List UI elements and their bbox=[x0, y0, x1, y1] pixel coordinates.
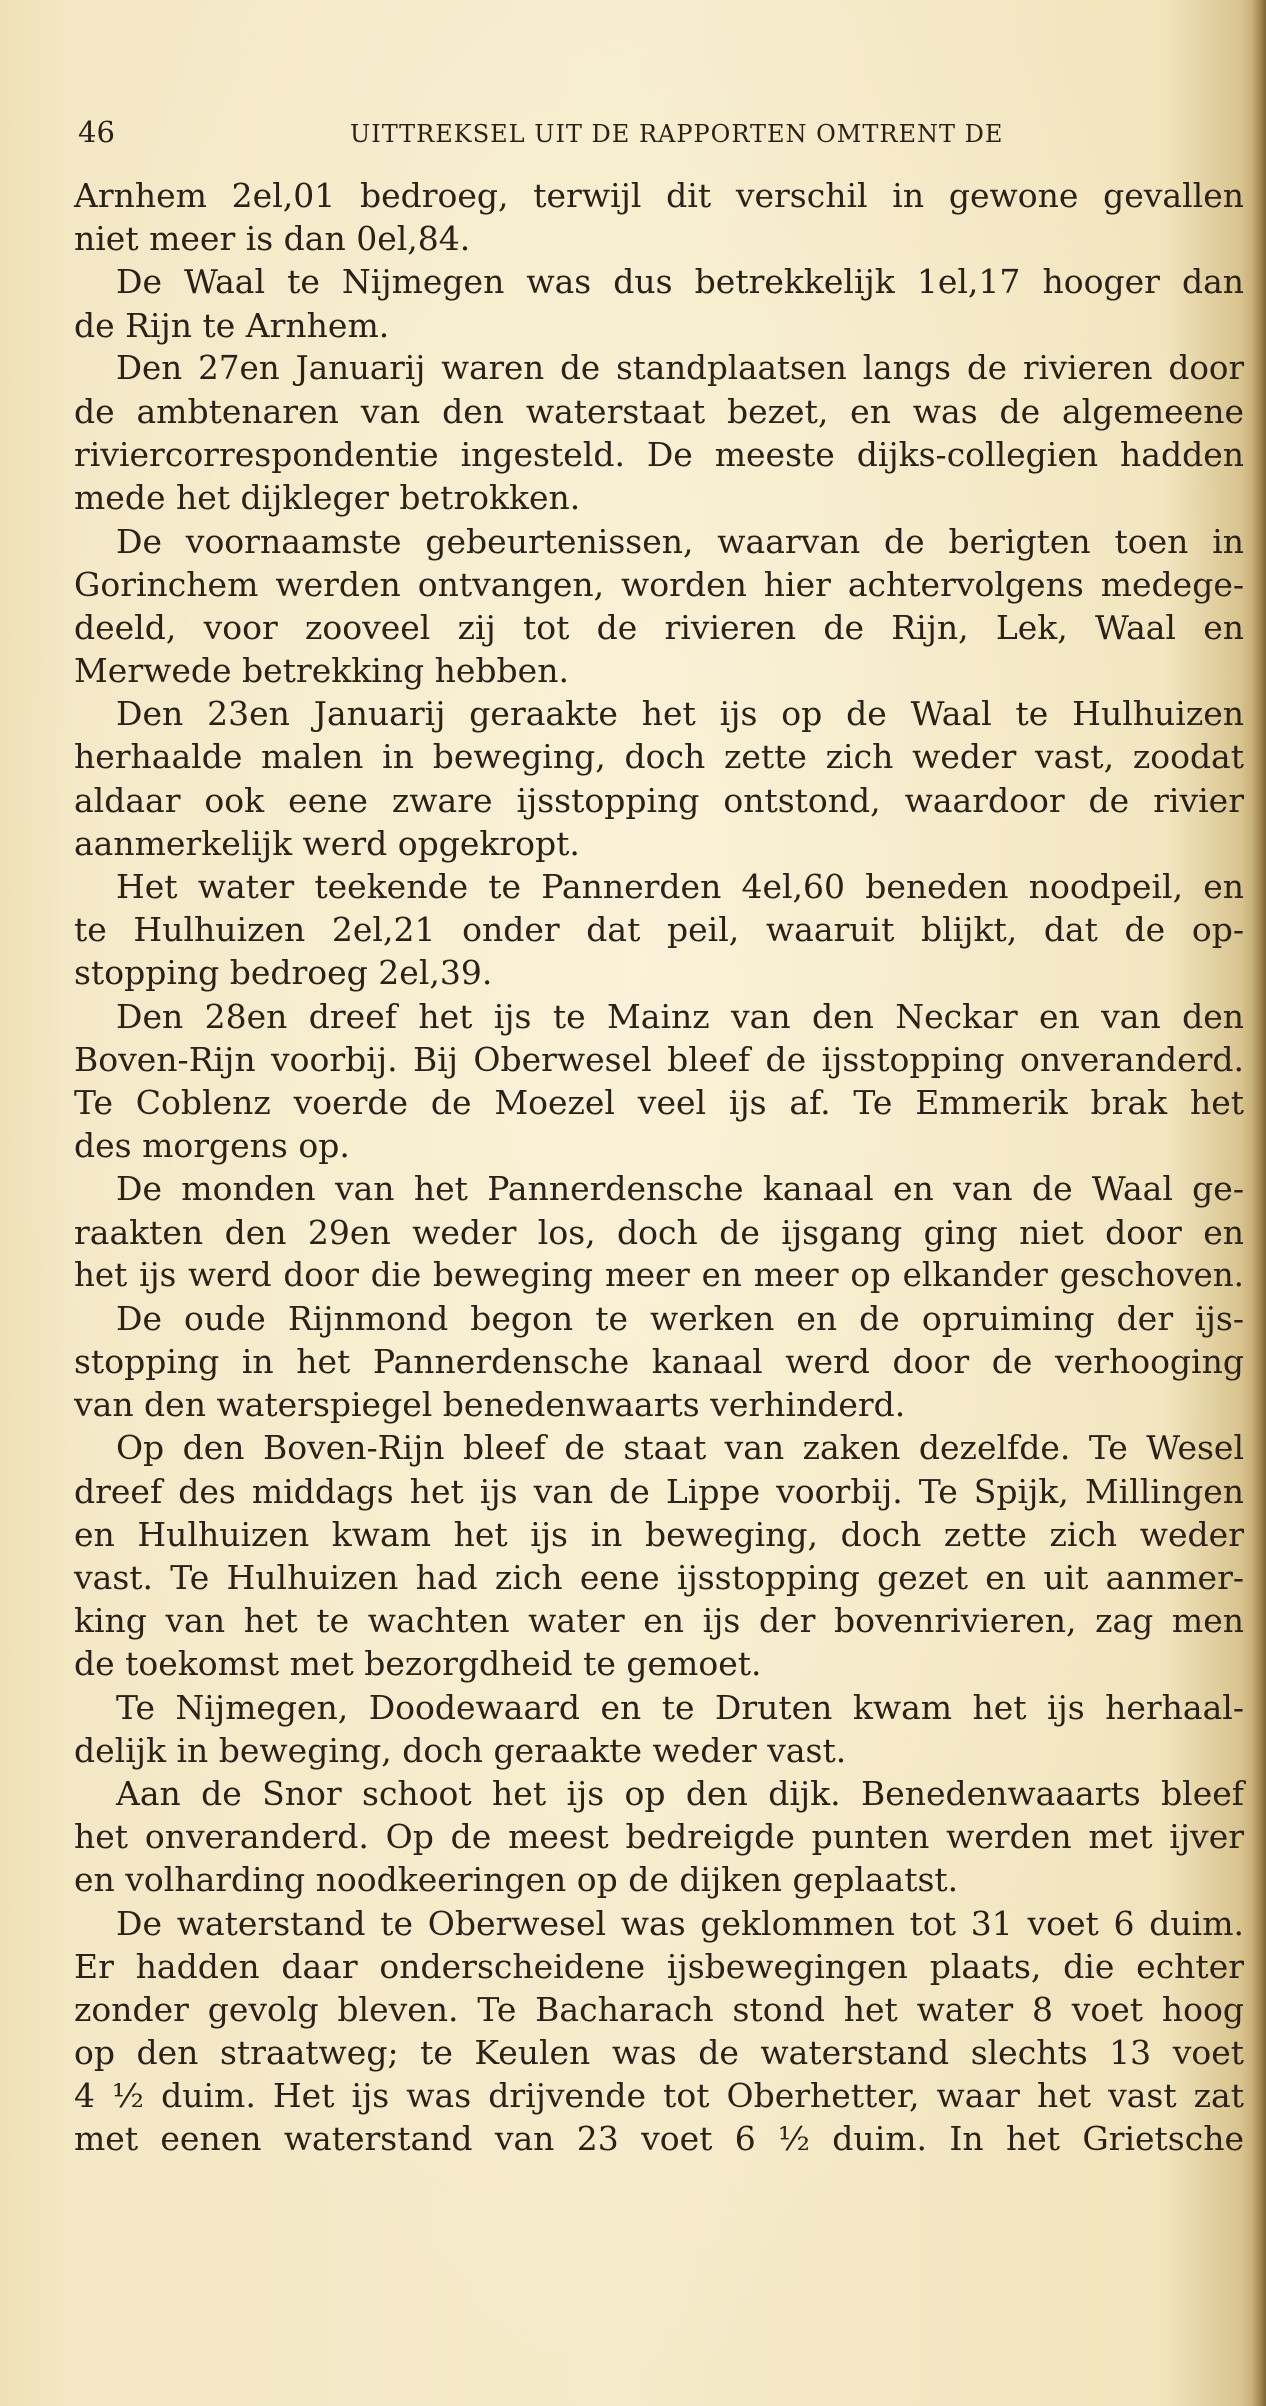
text-line: met eenen waterstand van 23 voet 6 ½ duim. In het Grietsche bbox=[74, 2119, 1244, 2159]
text-line: Het water teekende te Pannerden 4el,60 beneden noodpeil, en bbox=[116, 867, 1244, 906]
text-line: en volharding noodkeeringen op de dijken geplaatst. bbox=[74, 1860, 959, 1900]
text-line: de toekomst met bezorgdheid te gemoet. bbox=[74, 1644, 762, 1684]
text-line: De monden van het Pannerdensche kanaal en van de Waal ge- bbox=[116, 1169, 1244, 1209]
text-line: de Rijn te Arnhem. bbox=[74, 305, 390, 345]
text-line: aanmerkelijk werd opgekropt. bbox=[74, 823, 580, 863]
text-line: het ijs werd door die beweging meer en meer op elkander geschoven. bbox=[74, 1255, 1244, 1294]
text-line: aldaar ook eene zware ijsstopping ontstond, waardoor de rivier bbox=[74, 780, 1244, 820]
text-line: raakten den 29en weder los, doch de ijsgang ging niet door en bbox=[74, 1212, 1244, 1252]
text-line: deeld, voor zooveel zij tot de rivieren de Rijn, Lek, Waal en bbox=[74, 607, 1244, 647]
text-line: king van het te wachten water en ijs der bovenrivieren, zag men bbox=[74, 1601, 1244, 1641]
text-line: van den waterspiegel benedenwaarts verhinderd. bbox=[74, 1385, 906, 1425]
text-line: Te Coblenz voerde de Moezel veel ijs af. Te Emmerik brak het bbox=[74, 1082, 1244, 1122]
text-line: de ambtenaren van den waterstaat bezet, en was de algemeene bbox=[74, 391, 1244, 431]
text-line: riviercorrespondentie ingesteld. De meeste dijks-collegien hadden bbox=[74, 435, 1244, 475]
page-edge bbox=[1252, 0, 1266, 2406]
text-line: Den 28en dreef het ijs te Mainz van den Neckar en van den bbox=[116, 996, 1244, 1036]
text-line: Er hadden daar onderscheidene ijsbewegingen plaats, die echter bbox=[74, 1946, 1244, 1986]
text-line: herhaalde malen in beweging, doch zette zich weder vast, zoodat bbox=[74, 737, 1244, 777]
text-line: te Hulhuizen 2el,21 onder dat peil, waaruit blijkt, dat de op- bbox=[74, 910, 1244, 950]
text-line: niet meer is dan 0el,84. bbox=[74, 219, 471, 259]
text-line: en Hulhuizen kwam het ijs in beweging, doch zette zich weder bbox=[74, 1514, 1244, 1554]
page-header bbox=[78, 112, 1258, 152]
text-line: De voornaamste gebeurtenissen, waarvan de berigten toen in bbox=[116, 521, 1244, 561]
text-line: Gorinchem werden ontvangen, worden hier achtervolgens medege- bbox=[74, 564, 1244, 604]
text-line: des morgens op. bbox=[74, 1126, 350, 1166]
text-line: De Waal te Nijmegen was dus betrekkelijk 1el,17 hooger dan bbox=[116, 262, 1244, 302]
text-line: stopping bedroeg 2el,39. bbox=[74, 953, 493, 993]
text-line: Den 27en Januarij waren de standplaatsen langs de rivieren door bbox=[116, 348, 1244, 387]
text-line: het onveranderd. Op de meest bedreigde punten werden met ijver bbox=[74, 1817, 1244, 1857]
text-line: Op den Boven-Rijn bleef de staat van zaken dezelfde. Te Wesel bbox=[116, 1428, 1244, 1468]
text-line: Arnhem 2el,01 bedroeg, terwijl dit verschil in gewone gevallen bbox=[74, 176, 1244, 215]
text-line: zonder gevolg bleven. Te Bacharach stond het water 8 voet hoog bbox=[74, 1989, 1244, 2029]
text-line: De waterstand te Oberwesel was geklommen tot 31 voet 6 duim. bbox=[116, 1903, 1244, 1943]
text-line: delijk in beweging, doch geraakte weder vast. bbox=[74, 1730, 847, 1770]
text-line: Den 23en Januarij geraakte het ijs op de Waal te Hulhuizen bbox=[116, 694, 1244, 734]
text-line: Te Nijmegen, Doodewaard en te Druten kwam het ijs herhaal- bbox=[116, 1687, 1244, 1727]
running-head: UITTREKSEL UIT DE RAPPORTEN OMTRENT DE bbox=[350, 120, 1004, 148]
text-line: stopping in het Pannerdensche kanaal werd door de verhooging bbox=[74, 1342, 1244, 1382]
text-line: vast. Te Hulhuizen had zich eene ijsstopping gezet en uit aanmer- bbox=[74, 1558, 1244, 1597]
page-number: 46 bbox=[78, 115, 115, 149]
text-line: Merwede betrekking hebben. bbox=[74, 651, 569, 691]
text-line: Aan de Snor schoot het ijs op den dijk. Benedenwaaarts bleef bbox=[116, 1773, 1244, 1813]
text-line: De oude Rijnmond begon te werken en de opruiming der ijs- bbox=[116, 1298, 1244, 1338]
text-line: dreef des middags het ijs van de Lippe voorbij. Te Spijk, Millingen bbox=[74, 1471, 1244, 1511]
text-line: Boven-Rijn voorbij. Bij Oberwesel bleef de ijsstopping onveranderd. bbox=[74, 1039, 1244, 1079]
body-text bbox=[74, 174, 1244, 2161]
text-line: op den straatweg; te Keulen was de waterstand slechts 13 voet bbox=[74, 2033, 1244, 2073]
text-line: mede het dijkleger betrokken. bbox=[74, 478, 581, 518]
text-line: 4 ½ duim. Het ijs was drijvende tot Oberhetter, waar het vast zat bbox=[74, 2076, 1244, 2116]
